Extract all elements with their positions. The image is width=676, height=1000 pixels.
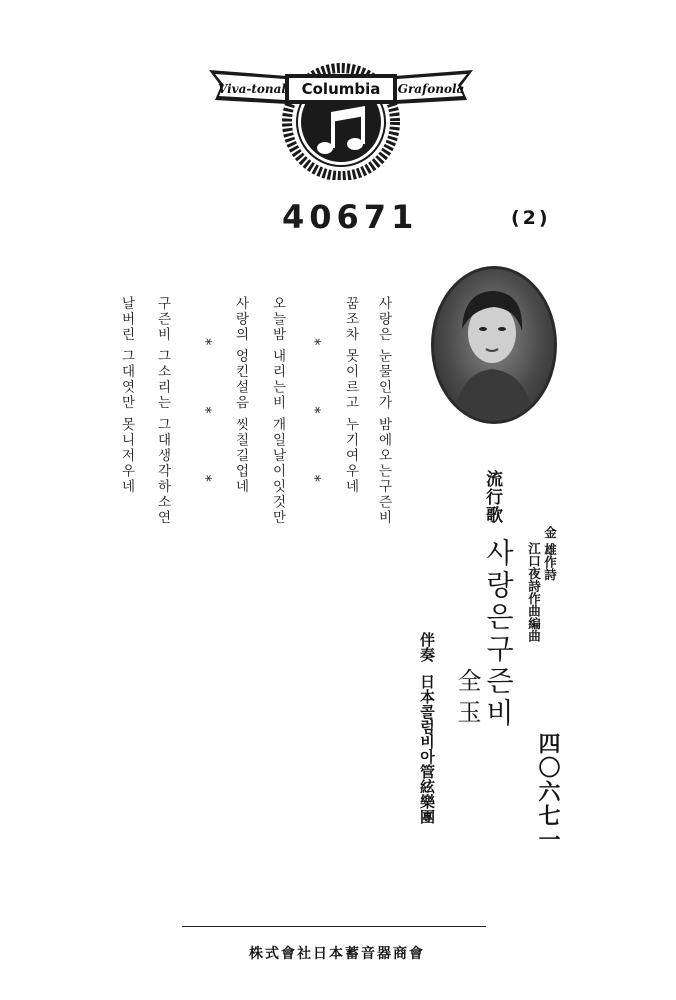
song-title: 사랑은구즌비 [482,538,515,730]
verse-divider: * * * [197,338,215,511]
genre-label: 流行歌 [482,470,502,524]
publisher-footer: 株式會社日本蓄音器商會 [249,946,425,962]
lyric-line: 사랑의 엉킨설음 씻칠길업네 [232,296,249,495]
portrait-image [434,269,554,421]
accompaniment-label: 伴奏 [418,632,436,662]
logo-right-ribbon-text: Grafonola [397,82,465,96]
lyric-line: 구즌비 그소리는 그대생각하소연 [154,296,171,526]
lyricist-credit: 金 雄作詩 [542,526,558,581]
footer-divider [182,926,486,927]
singer-name: 全 玉 [453,668,481,724]
lyric-line: 꿈조차 못이르고 누기여우네 [342,296,359,495]
composer-credit: 江口夜詩作曲編曲 [526,542,542,642]
logo-left-ribbon-text: Viva-tonal [218,82,286,96]
verse-divider: * * * [306,338,324,511]
record-number: 40671 [282,198,419,236]
orchestra-name: 日本콜럼비아管絃樂團 [418,674,436,824]
columbia-logo [205,60,477,180]
singer-portrait [431,266,557,424]
lyric-line: 날버린 그대엿만 못니저우네 [118,296,135,495]
logo-graphic [205,60,477,180]
logo-brand-text: Columbia [301,80,381,98]
catalog-number-kanji: 四〇六七一 [535,732,561,852]
side-label: (2) [511,207,551,229]
lyric-line: 오늘밤 내리는비 개일날이잇것만 [269,296,286,526]
lyric-line: 사랑은 눈물인가 밤에오는구즌비 [375,296,392,526]
